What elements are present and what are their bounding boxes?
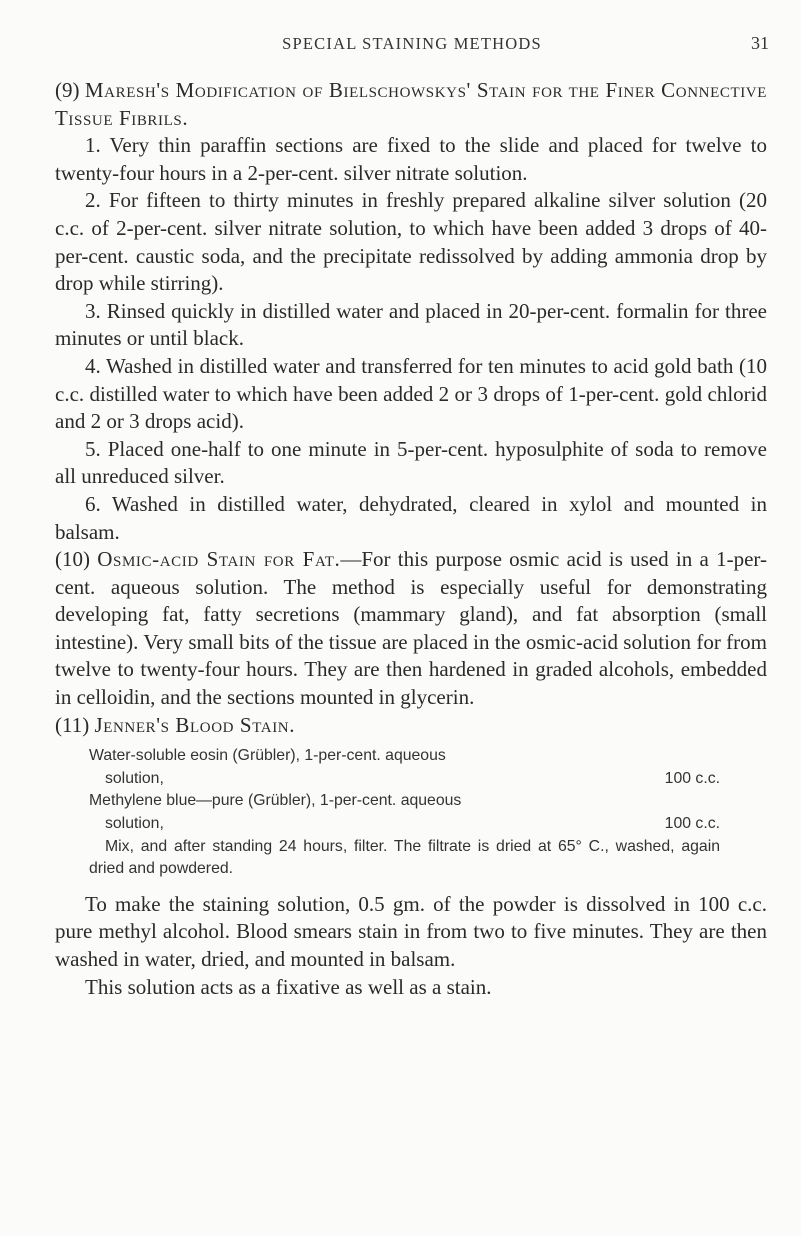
step-2: 2. For fifteen to thirty minutes in freshly prepared alkaline silver solution (20 c.c. of 2-per-cent. silver nitrate solution, to which have been added 3 drops of 40-per-cent. caustic soda, and the precipitate redissolved by adding ammonia drop by drop while stirring). (55, 188, 767, 296)
recipe-amount: 100 c.c. (664, 815, 720, 833)
recipe-amount: 100 c.c. (664, 769, 720, 787)
section-10-number: (10) (55, 547, 90, 572)
recipe-line: solution, (105, 769, 164, 787)
recipe-ingredient-methylene-blue (89, 790, 720, 835)
section-11-heading (55, 712, 767, 740)
step-6: 6. Washed in distilled water, dehydrated, cleared in xylol and mounted in balsam. (55, 491, 767, 544)
running-title: SPECIAL STAINING METHODS (282, 34, 542, 53)
staining-solution-paragraph: To make the staining solution, 0.5 gm. of the powder is dissolved in 100 c.c. pure methyl alcohol. Blood smears stain in from two to five minutes. They are then washed in water, dried, and mounted in balsam. (55, 891, 767, 971)
running-head (55, 34, 769, 56)
recipe-block (89, 745, 720, 881)
recipe-line: Methylene blue—pure (Grübler), 1-per-cent. aqueous (89, 792, 462, 810)
page-body (55, 77, 767, 1001)
recipe-line: Water-soluble eosin (Grübler), 1-per-cent. aqueous (89, 747, 446, 765)
section-11-title: Jenner's Blood Stain. (94, 712, 296, 737)
section-9-title-a: Maresh's Modification of Bielschowskys' Stain for (84, 78, 564, 102)
step-5: 5. Placed one-half to one minute in 5-per-cent. hyposulphite of soda to remove all unreduced silver. (55, 436, 767, 489)
section-9-heading (55, 77, 767, 132)
recipe-ingredient-eosin (89, 745, 720, 790)
recipe-line: solution, (105, 815, 164, 833)
section-11-number: (11) (55, 712, 90, 737)
page-number: 31 (751, 33, 769, 53)
step-1: 1. Very thin paraffin sections are fixed to the slide and placed for twelve to twenty-four hours in a 2-per-cent. silver nitrate solution. (55, 133, 767, 185)
section-10-text: —For this purpose osmic acid is used in a 1-per-cent. aqueous solution. The method is especially useful for demonstrating developing fat, fatty secretions (mammary gland), and fat absorption (small intestine). Very small bits of the tissue are placed in the osmic-acid solution for from twelve to twenty-four hours. They are then hardened in graded alcohols, embedded in celloidin, and the sections mounted in glycerin. (55, 547, 767, 710)
section-10-title: Osmic-acid Stain for Fat. (97, 547, 341, 572)
section-9-number: (9) (55, 78, 80, 102)
step-4: 4. Washed in distilled water and transferred for ten minutes to acid gold bath (10 c.c. distilled water to which have been added 2 or 3 drops of 1-per-cent. gold chlorid and 2 or 3 drops acid). (55, 353, 767, 434)
section-10-paragraph (55, 546, 767, 712)
fixative-note-paragraph: This solution acts as a fixative as well as a stain. (85, 974, 492, 999)
recipe-note: Mix, and after standing 24 hours, filter. The filtrate is dried at 65° C., washed, again dried and powdered. (89, 837, 720, 878)
step-3: 3. Rinsed quickly in distilled water and placed in 20-per-cent. formalin for three minutes or until black. (55, 298, 767, 351)
section-9-title-b: the Finer Connective Tissue Fibrils. (55, 78, 767, 130)
